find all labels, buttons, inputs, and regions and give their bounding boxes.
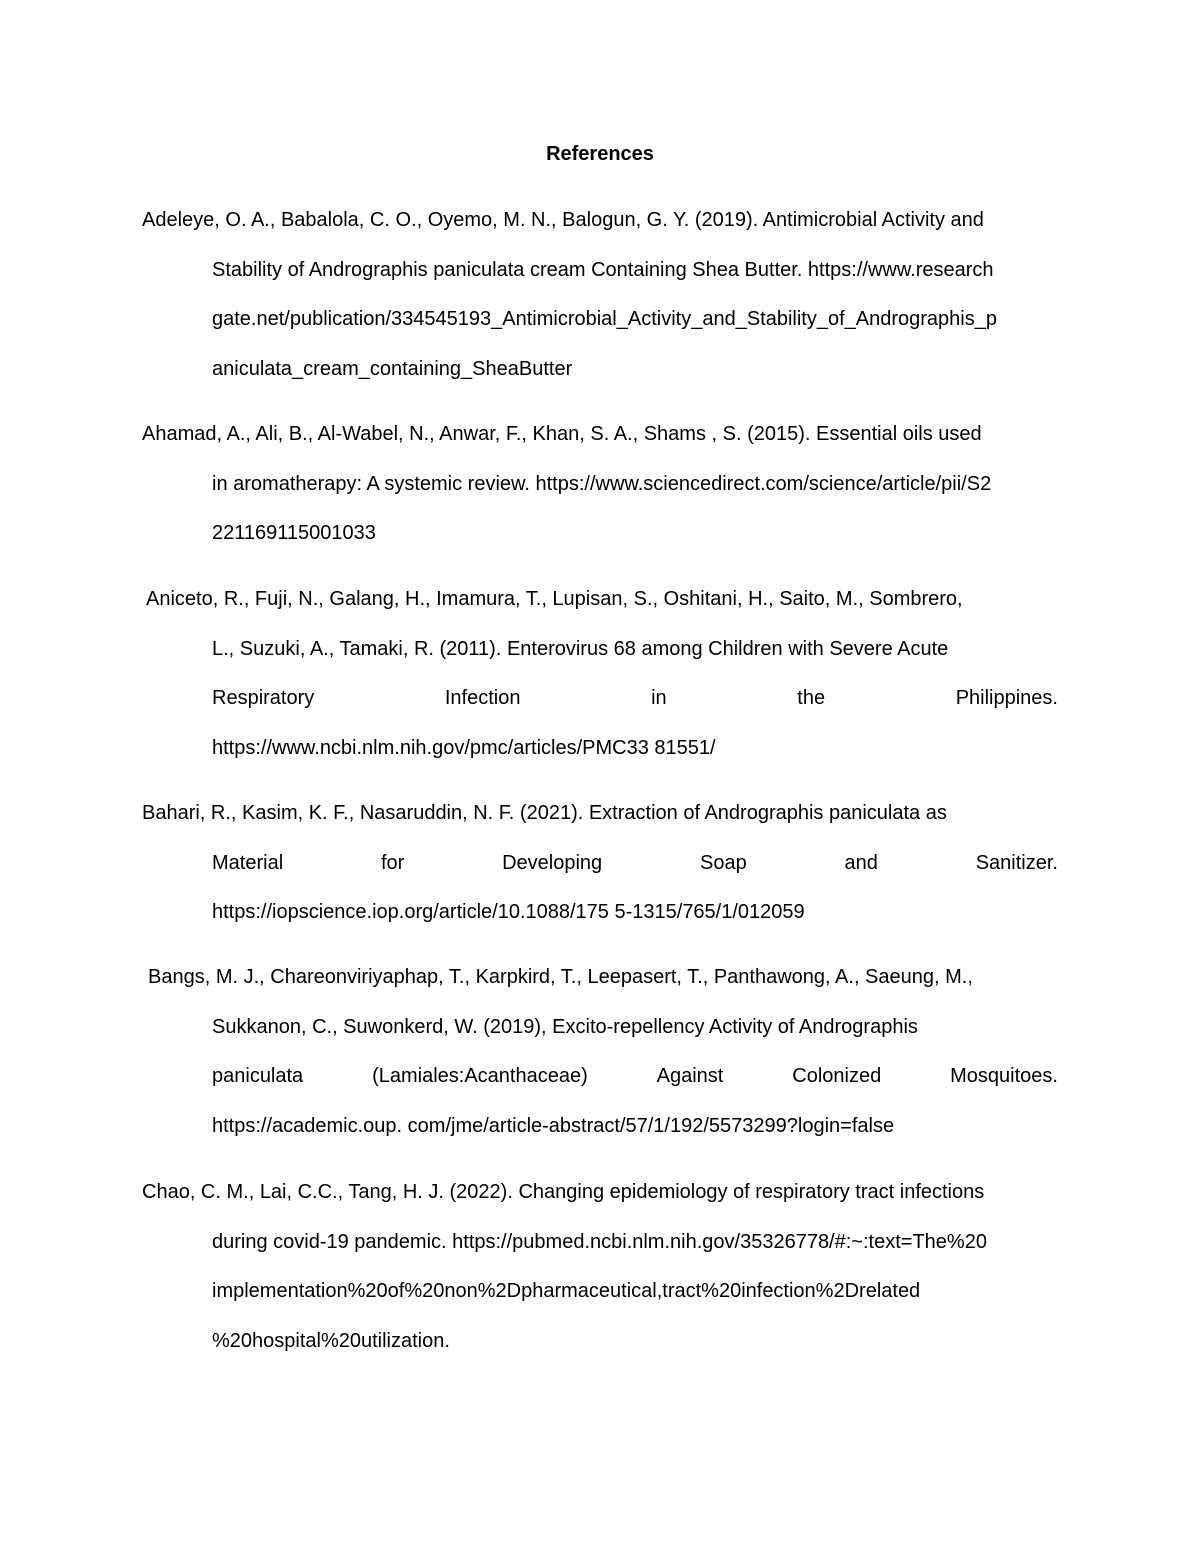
reference-line bbox=[212, 734, 1058, 784]
reference-word: Philippines. bbox=[955, 687, 1058, 710]
reference-line bbox=[212, 1228, 1058, 1278]
reference-line bbox=[212, 898, 1058, 948]
reference-line bbox=[142, 1178, 1058, 1228]
reference-text: %20hospital%20utilization. bbox=[212, 1329, 450, 1352]
reference-text: in aromatherapy: A systemic review. https://www.sciencedirect.com/science/article/pii/S2 bbox=[212, 472, 992, 495]
reference-text: Stability of Andrographis paniculata cream Containing Shea Butter. https://www.research bbox=[212, 258, 994, 281]
reference-entry bbox=[142, 1178, 1058, 1376]
reference-text: Ahamad, A., Ali, B., Al-Wabel, N., Anwar, F., Khan, S. A., Shams , S. (2015). Essential oils used bbox=[142, 423, 982, 445]
reference-line bbox=[212, 635, 1058, 685]
reference-line bbox=[212, 1327, 1058, 1377]
reference-url: https://academic.oup. com/jme/article-abstract/57/1/192/5573299?login=false bbox=[212, 1114, 895, 1137]
reference-line bbox=[142, 206, 1058, 256]
reference-text: Bangs, M. J., Chareonviriyaphap, T., Karpkird, T., Leepasert, T., Panthawong, A., Saeung, M., bbox=[148, 966, 973, 988]
reference-word: Mosquitoes. bbox=[950, 1065, 1058, 1088]
reference-line bbox=[212, 1062, 1058, 1112]
reference-word: Sanitizer. bbox=[975, 851, 1058, 874]
reference-text: Sukkanon, C., Suwonkerd, W. (2019), Excito-repellency Activity of Andrographis bbox=[212, 1015, 918, 1038]
reference-line bbox=[212, 849, 1058, 899]
reference-line bbox=[212, 519, 1058, 569]
reference-line bbox=[212, 1277, 1058, 1327]
reference-text: Aniceto, R., Fuji, N., Galang, H., Imamura, T., Lupisan, S., Oshitani, H., Saito, M., Sombrero, bbox=[146, 588, 963, 610]
reference-word: the bbox=[797, 687, 826, 710]
reference-line bbox=[212, 256, 1058, 306]
reference-text: 221169115001033 bbox=[212, 522, 376, 545]
reference-text: implementation%20of%20non%2Dpharmaceutical,tract%20infection%2Drelated bbox=[212, 1280, 921, 1303]
reference-line bbox=[212, 470, 1058, 520]
reference-line bbox=[148, 963, 1058, 1013]
reference-entry bbox=[148, 963, 1058, 1161]
reference-word: Colonized bbox=[792, 1065, 882, 1088]
reference-word: for bbox=[380, 851, 405, 874]
reference-line bbox=[212, 355, 1058, 405]
reference-line bbox=[146, 585, 1058, 635]
reference-url: https://www.ncbi.nlm.nih.gov/pmc/articles/PMC33 81551/ bbox=[212, 736, 716, 759]
reference-text: Bahari, R., Kasim, K. F., Nasaruddin, N. F. (2021). Extraction of Andrographis paniculata as bbox=[142, 802, 947, 824]
reference-entry bbox=[146, 585, 1058, 783]
reference-line bbox=[212, 684, 1058, 734]
reference-word: Soap bbox=[700, 851, 747, 874]
reference-entry bbox=[142, 420, 1058, 569]
reference-word: and bbox=[844, 851, 878, 874]
reference-line bbox=[142, 799, 1058, 849]
reference-line bbox=[212, 1013, 1058, 1063]
page-title: References bbox=[546, 143, 654, 165]
reference-entry bbox=[142, 206, 1058, 404]
reference-text: gate.net/publication/334545193_Antimicrobial_Activity_and_Stability_of_Andrographis_p bbox=[212, 308, 997, 331]
reference-word: in bbox=[651, 687, 667, 710]
reference-word: paniculata bbox=[212, 1065, 304, 1088]
reference-text: aniculata_cream_containing_SheaButter bbox=[212, 357, 573, 380]
reference-word: (Lamiales:Acanthaceae) bbox=[372, 1065, 588, 1088]
reference-word: Infection bbox=[444, 687, 521, 710]
reference-line bbox=[212, 305, 1058, 355]
reference-text: Chao, C. M., Lai, C.C., Tang, H. J. (2022). Changing epidemiology of respiratory tract infections bbox=[142, 1181, 985, 1203]
reference-line bbox=[212, 1112, 1058, 1162]
reference-word: Developing bbox=[502, 851, 603, 874]
reference-word: Material bbox=[212, 851, 284, 874]
reference-text: Adeleye, O. A., Babalola, C. O., Oyemo, M. N., Balogun, G. Y. (2019). Antimicrobial Activity and bbox=[142, 209, 984, 231]
reference-url: https://iopscience.iop.org/article/10.1088/175 5-1315/765/1/012059 bbox=[212, 901, 805, 924]
reference-text: during covid-19 pandemic. https://pubmed.ncbi.nlm.nih.gov/35326778/#:~:text=The%20 bbox=[212, 1230, 987, 1253]
reference-text: L., Suzuki, A., Tamaki, R. (2011). Enterovirus 68 among Children with Severe Acute bbox=[212, 637, 949, 660]
reference-word: Respiratory bbox=[212, 687, 315, 710]
reference-word: Against bbox=[656, 1065, 724, 1088]
reference-line bbox=[142, 420, 1058, 470]
reference-entry bbox=[142, 799, 1058, 948]
